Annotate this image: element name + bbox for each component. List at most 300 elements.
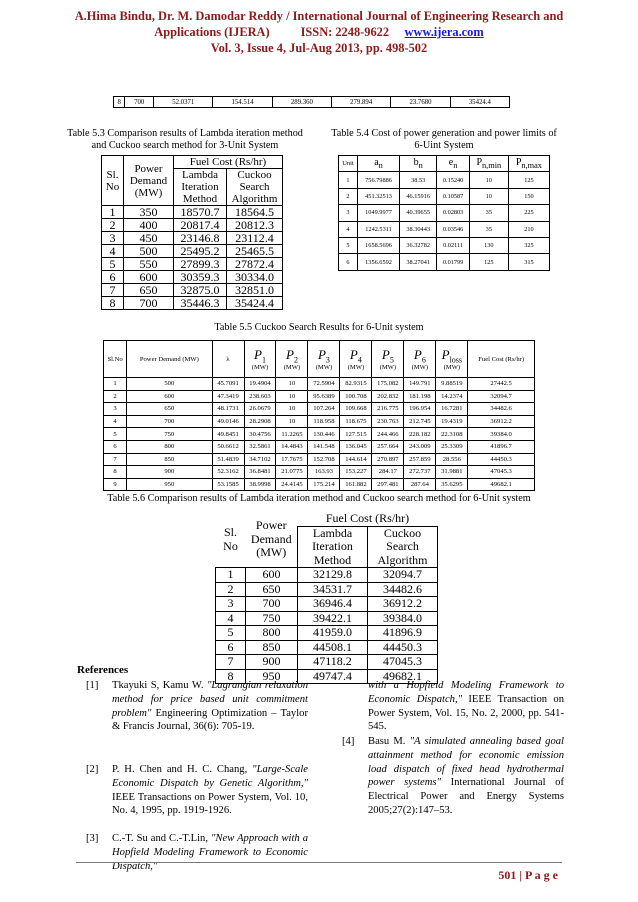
table-cell: 10 <box>276 378 308 391</box>
journal-header-line2 <box>0 24 638 40</box>
table-cell: 900 <box>246 655 298 670</box>
table-cell: 5 <box>216 626 246 641</box>
table-cell: 1356.6592 <box>358 254 400 270</box>
table-cell: 30359.3 <box>174 271 227 284</box>
table-cell: 8 <box>114 97 125 108</box>
table-header-cell: Power Demand (MW) <box>127 341 212 378</box>
table-cell: 17.7675 <box>276 453 308 466</box>
reference-source: Engineering Optimization – Taylor & Francis Journal, 36(6): 705-19. <box>112 707 308 733</box>
table-cell: 149.791 <box>404 378 436 391</box>
reference-source: International Journal of Electrical Power and Energy Systems 2005;27(2):147–53. <box>368 777 564 816</box>
reference-number: [4] <box>342 736 355 747</box>
table-cell: 600 <box>124 271 174 284</box>
table-cell: 125 <box>469 254 508 270</box>
table-cell: 27899.3 <box>174 258 227 271</box>
table-cell: 34482.6 <box>368 582 438 597</box>
table-header-cell <box>436 341 468 378</box>
table-cell: 228.182 <box>404 428 436 441</box>
reference-number: [1] <box>86 680 99 691</box>
reference-title: "Lagrangian relaxation method for price based unit commitment problem" <box>112 680 308 719</box>
table-cell: 35424.4 <box>227 297 283 310</box>
table-cell: 130 <box>469 237 508 253</box>
units-label: (MW) <box>283 364 301 372</box>
table-cell: 32875.0 <box>174 284 227 297</box>
table-row <box>102 206 283 219</box>
table-cell: 18564.5 <box>227 206 283 219</box>
table-row <box>216 626 438 641</box>
table-cell: 161.882 <box>340 478 372 491</box>
table-cell: 95.6389 <box>308 390 340 403</box>
table-cell: 127.515 <box>340 428 372 441</box>
table-cell: 20812.3 <box>227 219 283 232</box>
table-row <box>339 188 550 204</box>
table-cell: 34.7102 <box>244 453 276 466</box>
table-cell: 238.603 <box>244 390 276 403</box>
reference-3-continued <box>342 679 564 734</box>
table-cell: 51.4839 <box>212 453 244 466</box>
unit-index: 6 <box>421 355 426 365</box>
table-cell: 30334.0 <box>227 271 283 284</box>
table-header-cell <box>404 341 436 378</box>
references-heading: References <box>77 664 129 676</box>
table-cell: 3 <box>104 403 127 416</box>
table-cell: 244.466 <box>372 428 404 441</box>
table-row <box>104 415 535 428</box>
table-cell: 600 <box>127 390 212 403</box>
table-cell: 1 <box>102 206 124 219</box>
table-row <box>216 640 438 655</box>
table-cell: 700 <box>246 597 298 612</box>
table-cell: 297.481 <box>372 478 404 491</box>
table-cell: 1658.5696 <box>358 237 400 253</box>
table-row <box>104 440 535 453</box>
table-cell: 10 <box>469 172 508 188</box>
table-row <box>104 478 535 491</box>
table-cell: 4 <box>102 245 124 258</box>
table-cell: 2 <box>102 219 124 232</box>
table-cell: 41959.0 <box>298 626 368 641</box>
power-symbol: $P_6$ <box>413 346 426 365</box>
reference-4 <box>342 735 564 818</box>
table-cell: 28.556 <box>436 453 468 466</box>
table-cell: 450 <box>124 232 174 245</box>
table-row <box>102 297 283 310</box>
table55 <box>103 340 535 491</box>
table-cell: 23112.4 <box>227 232 283 245</box>
table-cell: 272.737 <box>404 466 436 479</box>
table-cell: 3 <box>339 205 358 221</box>
table-cell: 4 <box>104 415 127 428</box>
reference-source: IEEE Transactions on Power System, Vol. 10, No. 4, 1995, pp. 1919-1926. <box>112 791 308 817</box>
table-row <box>102 245 283 258</box>
table-cell: 550 <box>124 258 174 271</box>
header-symbol: e <box>448 157 454 169</box>
table-row <box>216 611 438 626</box>
table-cell: 600 <box>246 568 298 583</box>
header-subscript: n <box>378 161 383 171</box>
table-cell: 7 <box>102 284 124 297</box>
table-cell: 40.39655 <box>400 205 437 221</box>
table-row <box>216 597 438 612</box>
table56 <box>215 512 438 684</box>
table-cell: 279.894 <box>332 97 391 108</box>
table-cell: 35446.3 <box>174 297 227 310</box>
table-cell: 8 <box>104 466 127 479</box>
table-cell: 30.4756 <box>244 428 276 441</box>
table-cell: 2 <box>104 390 127 403</box>
footer-divider <box>76 862 562 863</box>
table-cell: 175.214 <box>308 478 340 491</box>
table-cell: 6 <box>216 640 246 655</box>
table-cell: 175.082 <box>372 378 404 391</box>
table-cell: 8 <box>216 669 246 684</box>
table-cell: 196.954 <box>404 403 436 416</box>
table-header-cell: Power Demand (MW) <box>250 518 292 560</box>
table-cell: 27872.4 <box>227 258 283 271</box>
table-cell: 38.27041 <box>400 254 437 270</box>
table-cell: 950 <box>127 478 212 491</box>
table53 <box>101 155 283 310</box>
table-header-cell <box>508 156 549 172</box>
table-cell: 154.514 <box>213 97 272 108</box>
units-label: (MW) <box>411 364 429 372</box>
table-cell: 0.02111 <box>437 237 470 253</box>
table-cell: 38.53 <box>400 172 437 188</box>
table-row <box>104 466 535 479</box>
table-cell: 7 <box>216 655 246 670</box>
table-cell: 141.548 <box>308 440 340 453</box>
table-cell: 9 <box>104 478 127 491</box>
table-header-cell: Fuel Cost (Rs/hr) <box>298 512 438 526</box>
table-cell: 1 <box>339 172 358 188</box>
table-cell: 10 <box>276 415 308 428</box>
table-cell: 210 <box>508 221 549 237</box>
reference-1 <box>86 679 308 734</box>
table-cell: 41896.9 <box>368 626 438 641</box>
table-cell: 36.8481 <box>244 466 276 479</box>
table-header-cell: λ <box>212 341 244 378</box>
table-row <box>102 232 283 245</box>
reference-title: "Large-Scale Economic Dispatch by Genetic Algorithm," <box>112 764 308 789</box>
table-header-cell <box>276 341 308 378</box>
table-cell: 216.775 <box>372 403 404 416</box>
table-cell: 26.0679 <box>244 403 276 416</box>
reference-authors: P. H. Chen and H. C. Chang, <box>112 764 253 775</box>
table-cell: 32094.7 <box>468 390 535 403</box>
table-cell: 21.0775 <box>276 466 308 479</box>
table-header-cell: Lambda Iteration Method <box>174 169 227 206</box>
table-row <box>339 172 550 188</box>
power-symbol: $P_1$ <box>254 346 266 365</box>
table-row <box>339 254 550 270</box>
table-cell: 31.9881 <box>436 466 468 479</box>
reference-number: [2] <box>86 764 99 775</box>
table-row <box>102 258 283 271</box>
table-row <box>104 403 535 416</box>
table-cell: 350 <box>124 206 174 219</box>
journal-website-link[interactable]: www.ijera.com <box>404 25 484 39</box>
header-symbol: P <box>515 157 522 169</box>
reference-2 <box>86 763 308 818</box>
table-header-cell <box>400 156 437 172</box>
table-cell: 850 <box>246 640 298 655</box>
table-cell: 7 <box>104 453 127 466</box>
table-cell: 32851.0 <box>227 284 283 297</box>
table-cell: 900 <box>127 466 212 479</box>
table-cell: 36912.2 <box>468 415 535 428</box>
table-cell: 24.4145 <box>276 478 308 491</box>
header-symbol: P <box>476 157 482 169</box>
reference-authors: C.-T. Su and C.-T.Lin, <box>112 833 211 844</box>
table-cell: 3 <box>216 597 246 612</box>
table-header-cell: Fuel Cost (Rs/hr) <box>174 156 283 169</box>
table-cell: 1 <box>104 378 127 391</box>
table-cell: 36912.2 <box>368 597 438 612</box>
unit-index: 2 <box>293 355 298 365</box>
table-cell: 41896.7 <box>468 440 535 453</box>
table-cell: 34482.6 <box>468 403 535 416</box>
table-row <box>104 453 535 466</box>
loss-symbol: $P_{loss}$ <box>441 346 463 365</box>
table-cell: 700 <box>124 297 174 310</box>
table-header-cell <box>308 341 340 378</box>
table-row <box>102 271 283 284</box>
table-cell: 36946.4 <box>298 597 368 612</box>
table-cell: 47045.3 <box>468 466 535 479</box>
table-cell: 20817.4 <box>174 219 227 232</box>
table-cell: 35 <box>469 221 508 237</box>
table54 <box>338 155 550 271</box>
unit-index: 1 <box>261 355 266 365</box>
table-cell: 700 <box>127 415 212 428</box>
table-cell: 800 <box>127 440 212 453</box>
table-cell: 52.0371 <box>154 97 213 108</box>
table-cell: 49.0146 <box>212 415 244 428</box>
header-symbol: b <box>413 157 419 169</box>
table55-caption: Table 5.5 Cuckoo Search Results for 6-Unit system <box>214 322 424 333</box>
table-cell: 25.3309 <box>436 440 468 453</box>
table-row <box>104 428 535 441</box>
table-cell: 1 <box>216 568 246 583</box>
table-header-row <box>102 156 283 169</box>
table-cell: 10 <box>276 403 308 416</box>
table-cell: 650 <box>127 403 212 416</box>
reference-authors: Tkayuki S, Kamu W. <box>112 680 207 691</box>
table-header-cell <box>437 156 470 172</box>
table-cell: 284.17 <box>372 466 404 479</box>
table-cell: 5 <box>339 237 358 253</box>
table-row <box>339 221 550 237</box>
table-cell: 181.198 <box>404 390 436 403</box>
table-cell: 800 <box>246 626 298 641</box>
table-header-cell: Sl. No <box>102 156 124 206</box>
table-cell: 10 <box>276 390 308 403</box>
table-cell: 35424.4 <box>450 97 509 108</box>
table-cell: 18570.7 <box>174 206 227 219</box>
units-label: (MW) <box>347 364 365 372</box>
table-header-cell: Sl.No <box>104 341 127 378</box>
table-cell: 289.360 <box>272 97 331 108</box>
reference-title: "New Approach with a Hopfield Modeling Framework to Economic Dispatch," <box>112 833 308 872</box>
table-cell: 225 <box>508 205 549 221</box>
header-symbol: a <box>374 157 379 169</box>
header-subscript: n,max <box>521 161 542 171</box>
table-cell: 257.859 <box>404 453 436 466</box>
table-cell: 0.10587 <box>437 188 470 204</box>
table-cell: 25465.5 <box>227 245 283 258</box>
table-cell: 700 <box>125 97 154 108</box>
table-header-cell: Cuckoo Search Algorithm <box>227 169 283 206</box>
table-cell: 47045.3 <box>368 655 438 670</box>
table-cell: 136.045 <box>340 440 372 453</box>
table-cell: 212.745 <box>404 415 436 428</box>
table-cell: 650 <box>246 582 298 597</box>
table-cell: 38.9998 <box>244 478 276 491</box>
table-cell: 6 <box>104 440 127 453</box>
table-cell: 4 <box>216 611 246 626</box>
table-cell: 756.79886 <box>358 172 400 188</box>
continued-table-row <box>113 96 510 108</box>
reference-source: IEEE Transaction on Power System, Vol. 15, No. 2, 2000, pp. 541-545. <box>368 693 565 733</box>
table-row <box>102 284 283 297</box>
table-cell: 150 <box>508 188 549 204</box>
table-cell: 34531.7 <box>298 582 368 597</box>
table-cell: 14.2374 <box>436 390 468 403</box>
table-cell: 22.3108 <box>436 428 468 441</box>
table-row <box>104 390 535 403</box>
table-cell: 750 <box>127 428 212 441</box>
table-cell: 44508.1 <box>298 640 368 655</box>
table-cell: 50.6612 <box>212 440 244 453</box>
table-cell: 39422.1 <box>298 611 368 626</box>
table-cell: 28.2908 <box>244 415 276 428</box>
table-cell: 32094.7 <box>368 568 438 583</box>
table-cell: 23.7680 <box>391 97 450 108</box>
table-cell: 325 <box>508 237 549 253</box>
table-cell: 0.02803 <box>437 205 470 221</box>
table-cell: 650 <box>124 284 174 297</box>
table-cell: 451.32513 <box>358 188 400 204</box>
table-cell: 46.15916 <box>400 188 437 204</box>
table-cell: 4 <box>339 221 358 237</box>
power-symbol: $P_4$ <box>349 346 362 365</box>
table-cell: 14.4843 <box>276 440 308 453</box>
table-cell: 36.32782 <box>400 237 437 253</box>
table-cell: 500 <box>127 378 212 391</box>
table-header-cell: Cuckoo Search Algorithm <box>368 526 438 568</box>
table-cell: 270.897 <box>372 453 404 466</box>
table-row <box>216 655 438 670</box>
table-cell: 2 <box>216 582 246 597</box>
table53-caption: Table 5.3 Comparison results of Lambda iteration method and Cuckoo search method for 3-Unit System <box>67 128 303 151</box>
page-number: 501 | P a g e <box>498 868 558 882</box>
table-cell: 25495.2 <box>174 245 227 258</box>
table-cell: 243.009 <box>404 440 436 453</box>
table-cell: 9.88519 <box>436 378 468 391</box>
table-row <box>102 219 283 232</box>
journal-header-line1: A.Hima Bindu, Dr. M. Damodar Reddy / International Journal of Engineering Research and <box>74 9 564 23</box>
unit-index: 3 <box>325 355 330 365</box>
table-cell: 6 <box>339 254 358 270</box>
table-cell: 5 <box>104 428 127 441</box>
table-cell: 287.64 <box>404 478 436 491</box>
reference-3 <box>86 832 308 872</box>
units-label: (MW) <box>251 364 269 372</box>
table-cell: 0.01799 <box>437 254 470 270</box>
table-cell: 32129.8 <box>298 568 368 583</box>
units-label: (MW) <box>379 364 397 372</box>
table-cell: 0.03546 <box>437 221 470 237</box>
journal-header-line3: Vol. 3, Issue 4, Jul-Aug 2013, pp. 498-502 <box>210 41 428 55</box>
table-row <box>339 205 550 221</box>
header-subscript: n <box>453 161 458 171</box>
table-cell: 257.664 <box>372 440 404 453</box>
table-cell: 49.8451 <box>212 428 244 441</box>
table-header-cell: Sl. No <box>223 525 238 553</box>
table-cell: 27442.5 <box>468 378 535 391</box>
table-cell: 82.9315 <box>340 378 372 391</box>
table-cell: 5 <box>102 258 124 271</box>
header-subscript: n <box>418 161 423 171</box>
table-cell: 44450.3 <box>368 640 438 655</box>
table-cell: 47118.2 <box>298 655 368 670</box>
table-cell: 32.5861 <box>244 440 276 453</box>
table-row <box>216 582 438 597</box>
table-header-cell <box>340 341 372 378</box>
table-cell: 38.30443 <box>400 221 437 237</box>
units-label: (MW) <box>315 364 333 372</box>
table-cell: 11.2265 <box>276 428 308 441</box>
table-cell: 53.1585 <box>212 478 244 491</box>
table-cell: 19.4319 <box>436 415 468 428</box>
table-cell: 16.7281 <box>436 403 468 416</box>
table-cell: 118.675 <box>340 415 372 428</box>
table-header-row <box>216 512 438 526</box>
reference-title: with a Hopfield Modeling Framework to Economic Dispatch," <box>368 680 564 705</box>
table-cell: 152.708 <box>308 453 340 466</box>
table-cell: 1049.9977 <box>358 205 400 221</box>
table-header-cell: Fuel Cost (Rs/hr) <box>468 341 535 378</box>
reference-number: [3] <box>86 833 99 844</box>
table-cell: 49747.4 <box>298 669 368 684</box>
table-cell: 48.1731 <box>212 403 244 416</box>
table-cell: 118.958 <box>308 415 340 428</box>
table-cell: 163.93 <box>308 466 340 479</box>
table-cell: 45.7091 <box>212 378 244 391</box>
reference-title: "A simulated annealing based goal attainment method for economic emission load dispatch of fixed head hydrothermal power systems" <box>368 736 564 789</box>
table-cell: 52.3162 <box>212 466 244 479</box>
unit-index: 5 <box>389 355 394 365</box>
power-symbol: $P_2$ <box>285 346 298 365</box>
table-cell: 750 <box>246 611 298 626</box>
table-cell: 49682.1 <box>468 478 535 491</box>
issn-text: Applications (IJERA) ISSN: 2248-9622 <box>154 25 405 39</box>
table-cell: 400 <box>124 219 174 232</box>
units-label: (MW) <box>443 364 461 372</box>
table-cell: 950 <box>246 669 298 684</box>
table-cell: 6 <box>102 271 124 284</box>
table-header-cell <box>244 341 276 378</box>
table-cell: 0.15240 <box>437 172 470 188</box>
table-header-cell <box>469 156 508 172</box>
table-cell: 35.6295 <box>436 478 468 491</box>
table-row <box>104 378 535 391</box>
table-cell: 144.614 <box>340 453 372 466</box>
table-cell: 315 <box>508 254 549 270</box>
table-header-cell <box>372 341 404 378</box>
table-header-row <box>104 341 535 378</box>
header-subscript: n,min <box>482 161 502 171</box>
